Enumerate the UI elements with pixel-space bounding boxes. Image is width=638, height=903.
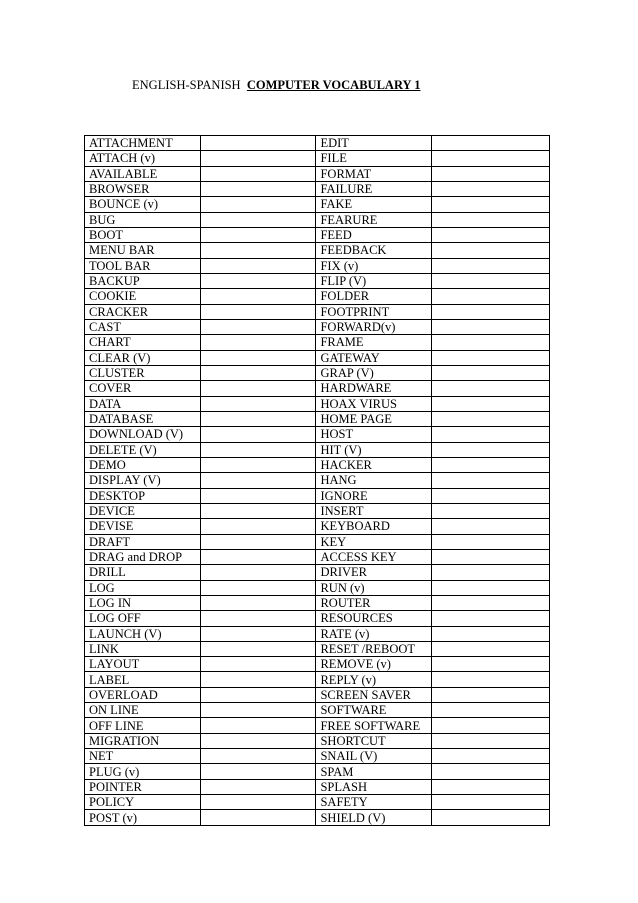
english-term-right: GATEWAY [316, 350, 432, 365]
page-title [132, 77, 420, 93]
translation-cell-right [432, 381, 550, 396]
english-term-right: REPLY (v) [316, 672, 432, 687]
english-term-right: FORMAT [316, 166, 432, 181]
table-row [85, 335, 550, 350]
translation-cell-right [432, 457, 550, 472]
english-term-right: SAFETY [316, 795, 432, 810]
translation-cell-right [432, 810, 550, 825]
translation-cell-left [200, 427, 316, 442]
table-row [85, 749, 550, 764]
translation-cell-left [200, 764, 316, 779]
english-term-left: POINTER [85, 779, 201, 794]
english-term-right: HIT (V) [316, 442, 432, 457]
english-term-right: HOST [316, 427, 432, 442]
translation-cell-right [432, 549, 550, 564]
english-term-right: FEEDBACK [316, 243, 432, 258]
english-term-left: MIGRATION [85, 733, 201, 748]
english-term-left: CAST [85, 319, 201, 334]
translation-cell-left [200, 411, 316, 426]
translation-cell-left [200, 258, 316, 273]
table-row [85, 319, 550, 334]
translation-cell-right [432, 733, 550, 748]
table-row [85, 166, 550, 181]
table-row [85, 595, 550, 610]
translation-cell-right [432, 595, 550, 610]
table-row [85, 703, 550, 718]
table-row [85, 151, 550, 166]
table-row [85, 503, 550, 518]
translation-cell-right [432, 427, 550, 442]
english-term-left: LOG [85, 580, 201, 595]
translation-cell-right [432, 718, 550, 733]
translation-cell-right [432, 289, 550, 304]
translation-cell-right [432, 534, 550, 549]
english-term-left: COVER [85, 381, 201, 396]
translation-cell-left [200, 181, 316, 196]
table-row [85, 442, 550, 457]
table-row [85, 289, 550, 304]
vocabulary-table-body [85, 136, 550, 826]
translation-cell-left [200, 289, 316, 304]
table-row [85, 580, 550, 595]
table-row [85, 549, 550, 564]
english-term-left: OVERLOAD [85, 687, 201, 702]
translation-cell-left [200, 687, 316, 702]
translation-cell-right [432, 319, 550, 334]
translation-cell-right [432, 749, 550, 764]
english-term-right: RESET /REBOOT [316, 641, 432, 656]
translation-cell-left [200, 473, 316, 488]
english-term-left: COOKIE [85, 289, 201, 304]
translation-cell-right [432, 580, 550, 595]
translation-cell-left [200, 795, 316, 810]
english-term-left: CRACKER [85, 304, 201, 319]
translation-cell-right [432, 442, 550, 457]
english-term-left: DOWNLOAD (V) [85, 427, 201, 442]
english-term-left: LOG OFF [85, 611, 201, 626]
english-term-right: FIX (v) [316, 258, 432, 273]
translation-cell-left [200, 151, 316, 166]
table-row [85, 764, 550, 779]
english-term-right: FILE [316, 151, 432, 166]
table-row [85, 810, 550, 825]
english-term-right: INSERT [316, 503, 432, 518]
english-term-left: OFF LINE [85, 718, 201, 733]
english-term-right: HANG [316, 473, 432, 488]
translation-cell-left [200, 626, 316, 641]
translation-cell-left [200, 319, 316, 334]
english-term-left: DRAG and DROP [85, 549, 201, 564]
translation-cell-left [200, 197, 316, 212]
english-term-right: FEARURE [316, 212, 432, 227]
translation-cell-left [200, 641, 316, 656]
english-term-right: ROUTER [316, 595, 432, 610]
table-row [85, 365, 550, 380]
english-term-left: DATABASE [85, 411, 201, 426]
translation-cell-left [200, 810, 316, 825]
translation-cell-right [432, 335, 550, 350]
translation-cell-right [432, 304, 550, 319]
table-row [85, 258, 550, 273]
english-term-left: DEVISE [85, 519, 201, 534]
vocabulary-table [84, 135, 550, 826]
english-term-right: HARDWARE [316, 381, 432, 396]
table-row [85, 534, 550, 549]
table-row [85, 273, 550, 288]
translation-cell-left [200, 657, 316, 672]
table-row [85, 427, 550, 442]
table-row [85, 304, 550, 319]
english-term-right: KEY [316, 534, 432, 549]
translation-cell-left [200, 672, 316, 687]
translation-cell-left [200, 457, 316, 472]
translation-cell-left [200, 273, 316, 288]
english-term-right: SOFTWARE [316, 703, 432, 718]
translation-cell-left [200, 534, 316, 549]
table-row [85, 350, 550, 365]
english-term-left: POLICY [85, 795, 201, 810]
translation-cell-left [200, 580, 316, 595]
english-term-right: SPLASH [316, 779, 432, 794]
table-row [85, 488, 550, 503]
english-term-left: LAUNCH (V) [85, 626, 201, 641]
english-term-left: AVAILABLE [85, 166, 201, 181]
english-term-right: FAILURE [316, 181, 432, 196]
table-row [85, 197, 550, 212]
title-main: COMPUTER VOCABULARY 1 [246, 78, 421, 92]
english-term-left: DATA [85, 396, 201, 411]
translation-cell-right [432, 488, 550, 503]
english-term-left: BACKUP [85, 273, 201, 288]
table-row [85, 795, 550, 810]
table-row [85, 457, 550, 472]
table-row [85, 657, 550, 672]
translation-cell-right [432, 473, 550, 488]
translation-cell-right [432, 565, 550, 580]
english-term-right: FRAME [316, 335, 432, 350]
english-term-left: CLEAR (V) [85, 350, 201, 365]
table-row [85, 396, 550, 411]
table-row [85, 626, 550, 641]
translation-cell-left [200, 749, 316, 764]
table-row [85, 381, 550, 396]
english-term-left: LOG IN [85, 595, 201, 610]
english-term-left: CHART [85, 335, 201, 350]
english-term-right: HACKER [316, 457, 432, 472]
english-term-left: TOOL BAR [85, 258, 201, 273]
english-term-right: SPAM [316, 764, 432, 779]
english-term-right: REMOVE (v) [316, 657, 432, 672]
english-term-right: GRAP (V) [316, 365, 432, 380]
english-term-left: ON LINE [85, 703, 201, 718]
translation-cell-left [200, 381, 316, 396]
english-term-right: RATE (v) [316, 626, 432, 641]
english-term-right: SHIELD (V) [316, 810, 432, 825]
translation-cell-right [432, 503, 550, 518]
translation-cell-right [432, 703, 550, 718]
translation-cell-right [432, 181, 550, 196]
english-term-left: NET [85, 749, 201, 764]
english-term-left: PLUG (v) [85, 764, 201, 779]
translation-cell-left [200, 350, 316, 365]
english-term-left: BOUNCE (v) [85, 197, 201, 212]
english-term-right: RESOURCES [316, 611, 432, 626]
translation-cell-left [200, 565, 316, 580]
english-term-left: DEMO [85, 457, 201, 472]
english-term-left: MENU BAR [85, 243, 201, 258]
translation-cell-right [432, 626, 550, 641]
english-term-left: ATTACHMENT [85, 136, 201, 151]
translation-cell-left [200, 503, 316, 518]
english-term-left: DELETE (V) [85, 442, 201, 457]
english-term-right: HOME PAGE [316, 411, 432, 426]
table-row [85, 473, 550, 488]
english-term-right: SCREEN SAVER [316, 687, 432, 702]
english-term-left: LAYOUT [85, 657, 201, 672]
translation-cell-left [200, 595, 316, 610]
translation-cell-right [432, 657, 550, 672]
english-term-left: BUG [85, 212, 201, 227]
english-term-left: LINK [85, 641, 201, 656]
translation-cell-left [200, 779, 316, 794]
english-term-right: FREE SOFTWARE [316, 718, 432, 733]
translation-cell-left [200, 136, 316, 151]
english-term-left: DISPLAY (V) [85, 473, 201, 488]
translation-cell-right [432, 365, 550, 380]
translation-cell-right [432, 273, 550, 288]
translation-cell-right [432, 151, 550, 166]
translation-cell-left [200, 396, 316, 411]
translation-cell-right [432, 519, 550, 534]
english-term-right: RUN (v) [316, 580, 432, 595]
translation-cell-right [432, 350, 550, 365]
table-row [85, 718, 550, 733]
table-row [85, 411, 550, 426]
table-row [85, 181, 550, 196]
table-row [85, 519, 550, 534]
english-term-left: DRILL [85, 565, 201, 580]
english-term-right: SHORTCUT [316, 733, 432, 748]
table-row [85, 136, 550, 151]
title-prefix: ENGLISH-SPANISH [132, 78, 241, 92]
english-term-right: EDIT [316, 136, 432, 151]
table-row [85, 565, 550, 580]
english-term-right: FOOTPRINT [316, 304, 432, 319]
table-row [85, 641, 550, 656]
translation-cell-left [200, 519, 316, 534]
english-term-right: DRIVER [316, 565, 432, 580]
english-term-left: LABEL [85, 672, 201, 687]
translation-cell-right [432, 411, 550, 426]
translation-cell-right [432, 396, 550, 411]
translation-cell-left [200, 166, 316, 181]
translation-cell-right [432, 212, 550, 227]
english-term-left: BOOT [85, 227, 201, 242]
translation-cell-left [200, 212, 316, 227]
translation-cell-left [200, 365, 316, 380]
translation-cell-right [432, 611, 550, 626]
translation-cell-right [432, 641, 550, 656]
english-term-left: POST (v) [85, 810, 201, 825]
translation-cell-left [200, 733, 316, 748]
english-term-right: HOAX VIRUS [316, 396, 432, 411]
translation-cell-left [200, 243, 316, 258]
english-term-left: BROWSER [85, 181, 201, 196]
english-term-right: FOLDER [316, 289, 432, 304]
table-row [85, 779, 550, 794]
translation-cell-left [200, 718, 316, 733]
translation-cell-left [200, 488, 316, 503]
translation-cell-right [432, 779, 550, 794]
table-row [85, 212, 550, 227]
english-term-right: IGNORE [316, 488, 432, 503]
english-term-right: SNAIL (V) [316, 749, 432, 764]
translation-cell-right [432, 687, 550, 702]
table-row [85, 611, 550, 626]
english-term-left: DRAFT [85, 534, 201, 549]
translation-cell-left [200, 227, 316, 242]
translation-cell-left [200, 335, 316, 350]
translation-cell-left [200, 611, 316, 626]
translation-cell-left [200, 703, 316, 718]
translation-cell-right [432, 166, 550, 181]
table-row [85, 243, 550, 258]
translation-cell-right [432, 795, 550, 810]
translation-cell-left [200, 304, 316, 319]
table-row [85, 227, 550, 242]
english-term-right: KEYBOARD [316, 519, 432, 534]
translation-cell-left [200, 442, 316, 457]
english-term-right: FLIP (V) [316, 273, 432, 288]
english-term-right: ACCESS KEY [316, 549, 432, 564]
translation-cell-right [432, 258, 550, 273]
english-term-left: DESKTOP [85, 488, 201, 503]
translation-cell-right [432, 243, 550, 258]
table-row [85, 672, 550, 687]
translation-cell-right [432, 136, 550, 151]
translation-cell-right [432, 764, 550, 779]
english-term-left: CLUSTER [85, 365, 201, 380]
english-term-left: ATTACH (v) [85, 151, 201, 166]
english-term-right: FEED [316, 227, 432, 242]
translation-cell-right [432, 227, 550, 242]
table-row [85, 733, 550, 748]
english-term-right: FORWARD(v) [316, 319, 432, 334]
english-term-left: DEVICE [85, 503, 201, 518]
table-row [85, 687, 550, 702]
translation-cell-left [200, 549, 316, 564]
translation-cell-right [432, 672, 550, 687]
english-term-right: FAKE [316, 197, 432, 212]
translation-cell-right [432, 197, 550, 212]
